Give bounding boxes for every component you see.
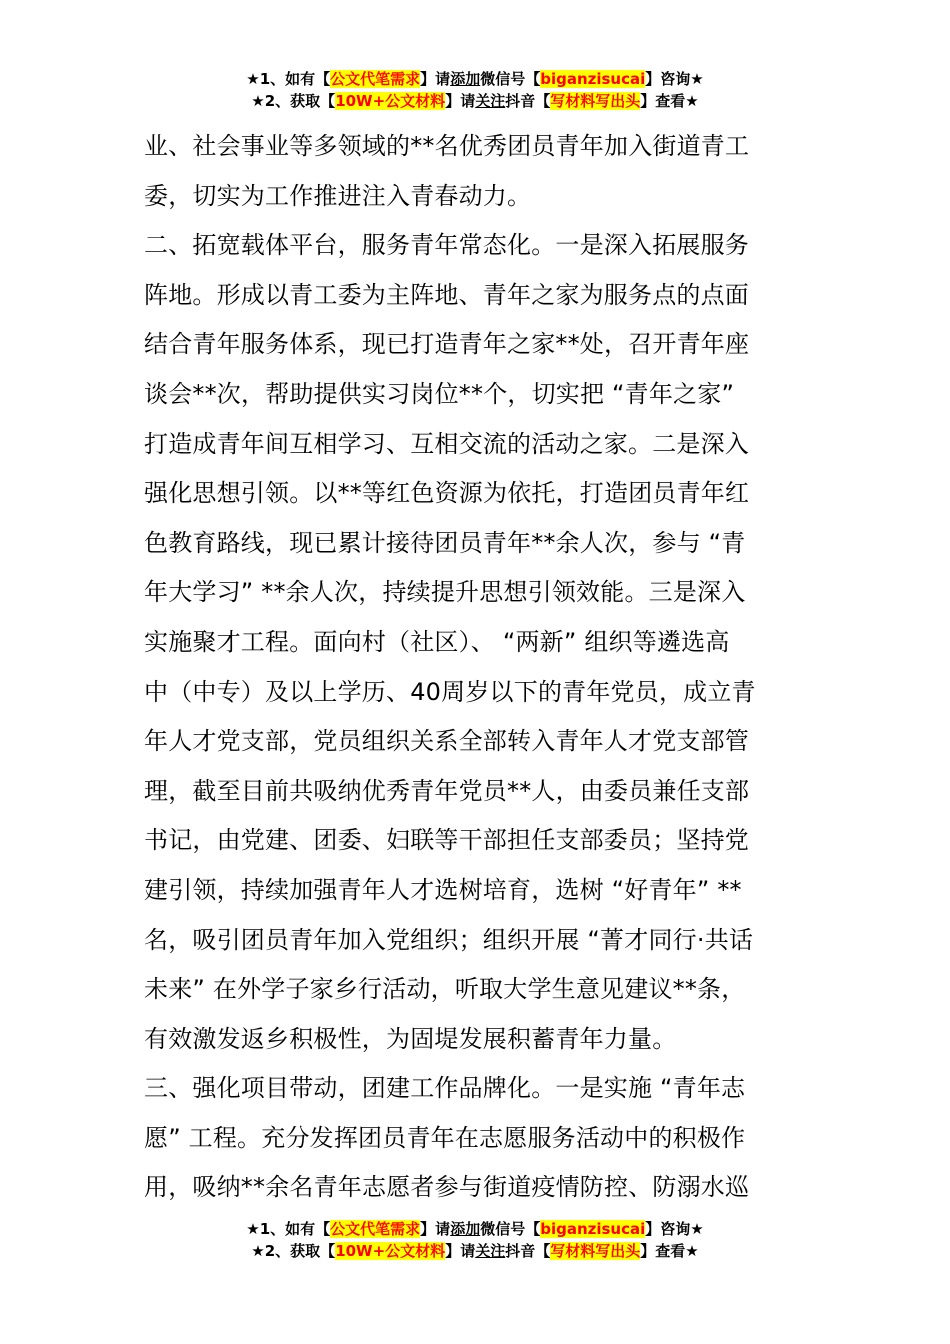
- body-text-line: 愿” 工程。充分发挥团员青年在志愿服务活动中的积极作: [144, 1123, 746, 1152]
- body-text-line: 有效激发返乡积极性，为固堤发展积蓄青年力量。: [144, 1024, 677, 1053]
- body-text-line: 结合青年服务体系，现已打造青年之家**处，召开青年座: [144, 330, 750, 359]
- banner-highlight: biganzisucai: [540, 1220, 646, 1238]
- banner-line-2: ★2、获取【10W+公文材料】请关注抖音【写材料写出头】查看★: [251, 92, 699, 110]
- footer-banner: [0, 1218, 950, 1262]
- banner-line-2: ★2、获取【10W+公文材料】请关注抖音【写材料写出头】查看★: [251, 1242, 699, 1260]
- body-text-line: 书记，由党建、团委、妇联等干部担任支部委员；坚持党: [144, 826, 749, 855]
- body-text-line: 阵地。形成以青工委为主阵地、青年之家为服务点的点面: [144, 280, 749, 309]
- banner-highlight: 写材料写出头: [550, 92, 641, 110]
- body-text-line: 委，切实为工作推进注入青春动力。: [144, 181, 532, 210]
- banner-line-1: ★1、如有【公文代笔需求】请添加微信号【biganzisucai】咨询★: [246, 70, 704, 88]
- document-body: [144, 122, 806, 1213]
- banner-highlight: 公文代笔需求: [330, 1220, 421, 1238]
- body-text-line: 二、拓宽载体平台，服务青年常态化。一是深入拓展服务: [144, 231, 749, 260]
- body-text-line: 理，截至目前共吸纳优秀青年党员**人，由委员兼任支部: [144, 776, 750, 805]
- header-banner: [0, 68, 950, 112]
- body-text-line: 年大学习” **余人次，持续提升思想引领效能。三是深入: [144, 578, 746, 607]
- body-text-line: 用，吸纳**余名青年志愿者参与街道疫情防控、防溺水巡: [144, 1173, 750, 1202]
- banner-line-1: ★1、如有【公文代笔需求】请添加微信号【biganzisucai】咨询★: [246, 1220, 704, 1238]
- banner-highlight: 公文代笔需求: [330, 70, 421, 88]
- body-text-line: 中（中专）及以上学历、40周岁以下的青年党员，成立青: [144, 677, 756, 706]
- banner-highlight: 10W+公文材料: [335, 1242, 446, 1260]
- banner-highlight: 写材料写出头: [550, 1242, 641, 1260]
- banner-highlight: 10W+公文材料: [335, 92, 446, 110]
- banner-highlight: biganzisucai: [540, 70, 646, 88]
- body-text-line: 色教育路线，现已累计接待团员青年**余人次，参与 “青: [144, 528, 746, 557]
- body-text-line: 年人才党支部，党员组织关系全部转入青年人才党支部管: [144, 727, 749, 756]
- body-text-line: 谈会**次，帮助提供实习岗位**个，切实把 “青年之家”: [144, 379, 735, 408]
- body-text-line: 实施聚才工程。面向村（社区）、 “两新” 组织等遴选高: [144, 627, 730, 656]
- body-text-line: 三、强化项目带动，团建工作品牌化。一是实施 “青年志: [144, 1074, 746, 1103]
- body-text-line: 业、社会事业等多领域的**名优秀团员青年加入街道青工: [144, 132, 750, 160]
- body-text-line: 打造成青年间互相学习、互相交流的活动之家。二是深入: [144, 429, 749, 458]
- body-text-line: 建引领，持续加强青年人才选树培育，选树 “好青年” **: [144, 875, 742, 904]
- body-text-line: 名，吸引团员青年加入党组织；组织开展 “菁才同行·共话: [144, 925, 754, 954]
- body-text-line: 未来” 在外学子家乡行活动，听取大学生意见建议**条，: [144, 975, 746, 1004]
- body-text-line: 强化思想引领。以**等红色资源为依托，打造团员青年红: [144, 479, 750, 508]
